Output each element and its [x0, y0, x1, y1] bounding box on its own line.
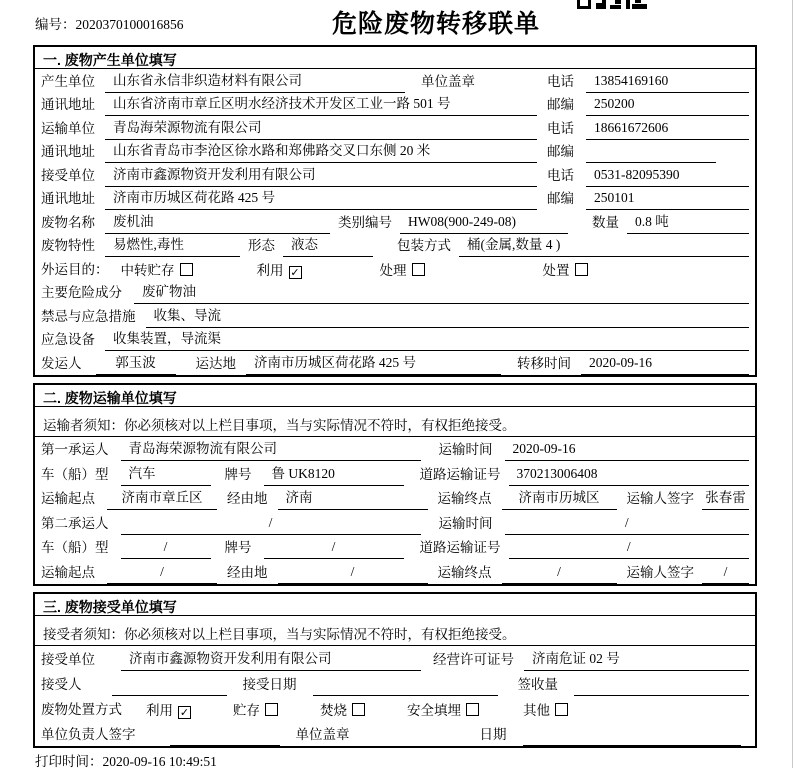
row-shipper	[35, 351, 755, 375]
carrier1-label: 第一承运人	[41, 442, 109, 457]
section-generator	[33, 45, 757, 377]
row-address-2	[35, 140, 755, 164]
date-value	[523, 742, 742, 746]
row-taboo-measures	[35, 304, 755, 328]
shipper-value: 郭玉波	[96, 351, 176, 375]
terminus-value: 济南市历城区	[502, 486, 617, 510]
row-route-1	[35, 486, 755, 511]
disposal-option-utilize	[146, 699, 191, 721]
disposal-method-label: 废物处置方式	[41, 701, 122, 717]
terminus-label: 运输终点	[437, 564, 492, 580]
left-segment	[41, 69, 547, 93]
responsible-sign-value	[170, 742, 280, 746]
postcode-value	[586, 159, 716, 163]
purpose-label: 外运目的：	[41, 261, 109, 277]
left-segment	[41, 116, 547, 140]
disposal-option-incinerate	[320, 699, 365, 721]
receiver-value	[112, 692, 227, 696]
transporter-sign-value: /	[702, 564, 749, 584]
print-time-line	[35, 750, 217, 770]
serial-label: 编号：	[35, 17, 76, 32]
receive-date-value	[313, 692, 498, 696]
main-hazard-value: 废矿物油	[134, 280, 749, 304]
checkbox-utilize: ✓	[179, 705, 190, 719]
origin-label: 运输起点	[41, 491, 95, 506]
receiver-label: 接受人	[41, 676, 82, 692]
disposal-option-label: 贮存	[233, 702, 260, 718]
origin-value: /	[107, 564, 217, 584]
postcode-value: 250101	[586, 190, 749, 210]
address-value: 山东省青岛市李沧区徐水路和郑佛路交叉口东侧 20 米	[105, 139, 537, 163]
row-address-1	[35, 93, 755, 117]
carrier2-value: /	[121, 515, 421, 535]
purpose-option-label: 处置	[542, 262, 570, 278]
quantity-label: 数量	[592, 214, 619, 230]
checkbox-treat	[412, 263, 425, 276]
destination-value: 济南市历城区荷花路 425 号	[246, 351, 501, 375]
phone-label: 电话	[547, 73, 574, 89]
phone-value: 13854169160	[586, 73, 749, 93]
left-segment	[41, 186, 547, 210]
checkbox-store	[265, 703, 278, 716]
print-time-label: 打印时间：	[35, 754, 103, 769]
license-value: 济南危证 02 号	[524, 647, 749, 671]
road-license-value: /	[509, 539, 750, 559]
row-vehicle-2	[35, 535, 755, 560]
purpose-option-label: 利用	[256, 262, 284, 278]
row-receiver-person	[35, 671, 755, 696]
row-receive-unit	[35, 646, 755, 671]
receiver-notice: 接受者须知：你必须核对以上栏目事项，当与实际情况不符时，有权拒绝接受。	[35, 616, 755, 646]
qr-code-fragment	[577, 0, 649, 9]
origin-value: 济南市章丘区	[107, 486, 217, 510]
row-address-3	[35, 187, 755, 211]
disposal-option-label: 安全填埋	[407, 702, 461, 718]
transporter-sign-label: 运输人签字	[626, 491, 694, 506]
waste-name-value: 废机油	[105, 210, 330, 234]
postcode-label: 邮编	[547, 144, 574, 159]
date-label: 日期	[479, 726, 507, 742]
address-label: 通讯地址	[41, 191, 95, 206]
vehicle-type-label: 车（船）型	[41, 540, 109, 555]
via-value: /	[278, 564, 428, 584]
address-value: 山东省济南市章丘区明水经济技术开发区工业一路 501 号	[105, 92, 537, 116]
checkbox-incinerate	[352, 703, 365, 716]
transfer-time-value: 2020-09-16	[581, 355, 749, 375]
destination-label: 运达地	[195, 355, 236, 371]
vehicle-type-value: 汽车	[121, 462, 211, 486]
produce-unit-label: 产生单位	[41, 73, 95, 89]
address-label: 通讯地址	[41, 144, 95, 159]
disposal-option-store	[233, 699, 278, 721]
row-produce-unit	[35, 69, 755, 93]
plate-label: 牌号	[224, 466, 252, 482]
row-vehicle-1	[35, 461, 755, 486]
packaging-label: 包装方式	[397, 238, 451, 253]
postcode-value: 250200	[586, 96, 749, 116]
checkbox-dispose	[575, 263, 588, 276]
checkbox-landfill	[466, 703, 479, 716]
vehicle-type-label: 车（船）型	[41, 466, 109, 482]
manifest-form	[33, 45, 757, 754]
form-state-value: 液态	[283, 233, 373, 257]
emergency-equipment-label: 应急设备	[41, 332, 95, 347]
receive-unit-label: 接受单位	[41, 167, 95, 183]
category-code-label: 类别编号	[338, 214, 392, 230]
signed-quantity-value	[574, 692, 749, 696]
checkbox-other	[555, 703, 568, 716]
purpose-option-treat	[380, 259, 425, 281]
receive-unit-label: 接受单位	[41, 651, 95, 667]
transporter-sign-label: 运输人签字	[626, 564, 694, 580]
transport-unit-label: 运输单位	[41, 120, 95, 136]
checkbox-storage	[180, 263, 193, 276]
carrier1-value: 青岛海荣源物流有限公司	[121, 437, 421, 461]
row-transport-unit	[35, 116, 755, 140]
waste-character-value: 易燃性,毒性	[105, 233, 240, 257]
section-transporter	[33, 383, 757, 586]
left-segment	[41, 92, 547, 116]
row-receive-unit	[35, 163, 755, 187]
address-value: 济南市历城区荷花路 425 号	[105, 186, 537, 210]
transport-unit-value: 青岛海荣源物流有限公司	[105, 116, 537, 140]
phone-value: 18661672606	[586, 120, 749, 140]
purpose-option-label: 处理	[379, 262, 407, 278]
row-disposal-method	[35, 696, 755, 721]
purpose-option-dispose	[543, 259, 588, 281]
carrier2-label: 第二承运人	[41, 515, 109, 531]
transport-time-value: 2020-09-16	[505, 441, 750, 461]
vehicle-type-value: /	[121, 539, 211, 559]
transport-time-label: 运输时间	[438, 442, 493, 457]
serial-value: 2020370100016856	[75, 17, 184, 32]
terminus-label: 运输终点	[437, 491, 492, 506]
form-state-label: 形态	[248, 238, 275, 253]
plate-value: 鲁 UK8120	[264, 462, 404, 486]
quantity-value: 0.8 吨	[627, 210, 749, 234]
section-receiver-heading: 三. 废物接受单位填写	[35, 594, 755, 616]
receive-unit-value: 济南市鑫源物资开发利用有限公司	[121, 647, 421, 671]
license-label: 经营许可证号	[433, 651, 514, 667]
transport-time-label: 运输时间	[438, 515, 493, 531]
postcode-label: 邮编	[547, 191, 574, 206]
road-license-label: 道路运输证号	[419, 540, 501, 555]
shipper-label: 发运人	[41, 355, 82, 371]
row-transfer-purpose	[35, 257, 755, 281]
transporter-sign-value: 张春雷	[702, 486, 749, 510]
terminus-value: /	[502, 564, 617, 584]
unit-seal-label: 单位盖章	[421, 73, 475, 89]
row-carrier-2	[35, 510, 755, 535]
responsible-sign-label: 单位负责人签字	[41, 726, 136, 742]
produce-unit-value: 山东省永信非织造材料有限公司	[105, 69, 405, 93]
taboo-measures-label: 禁忌与应急措施	[41, 308, 136, 324]
via-label: 经由地	[227, 491, 268, 506]
section-transporter-heading: 二. 废物运输单位填写	[35, 385, 755, 407]
plate-value: /	[264, 539, 404, 559]
phone-label: 电话	[547, 120, 574, 136]
plate-label: 牌号	[224, 540, 252, 555]
unit-seal-label: 单位盖章	[295, 726, 350, 742]
serial-number-line	[35, 13, 184, 33]
postcode-label: 邮编	[547, 97, 574, 112]
checkbox-utilize: ✓	[290, 265, 300, 279]
row-main-hazard	[35, 281, 755, 305]
section-receiver	[33, 592, 757, 748]
phone-label: 电话	[547, 167, 574, 183]
section-generator-heading: 一. 废物产生单位填写	[35, 47, 755, 69]
address-label: 通讯地址	[41, 97, 95, 112]
row-carrier-1	[35, 437, 755, 462]
emergency-equipment-value: 收集装置，导流渠	[105, 327, 749, 351]
waste-name-label: 废物名称	[41, 214, 95, 230]
disposal-option-landfill	[407, 699, 479, 721]
row-route-2	[35, 559, 755, 584]
receive-date-label: 接受日期	[242, 676, 297, 692]
transfer-time-label: 转移时间	[517, 355, 571, 371]
taboo-measures-value: 收集、导流	[146, 304, 750, 328]
disposal-option-label: 利用	[146, 702, 173, 718]
purpose-option-storage	[121, 259, 193, 281]
page-title: 危险废物转移联单	[332, 10, 541, 38]
row-waste-name	[35, 210, 755, 234]
phone-value: 0531-82095390	[586, 167, 749, 187]
packaging-value: 桶(金属,数量 4 )	[459, 233, 749, 257]
print-time-value: 2020-09-16 10:49:51	[102, 754, 217, 769]
row-responsible-sign	[35, 721, 755, 746]
page-edge-line	[792, 0, 793, 768]
transporter-notice: 运输者须知：你必须核对以上栏目事项，当与实际情况不符时，有权拒绝接受。	[35, 407, 755, 437]
category-code-value: HW08(900-249-08)	[400, 214, 568, 234]
via-value: 济南	[278, 486, 428, 510]
main-hazard-label: 主要危险成分	[41, 285, 122, 300]
via-label: 经由地	[227, 564, 268, 580]
waste-character-label: 废物特性	[41, 238, 95, 253]
purpose-option-utilize	[257, 259, 302, 281]
left-segment	[41, 139, 547, 163]
disposal-option-label: 焚烧	[320, 702, 347, 718]
purpose-option-label: 中转贮存	[120, 262, 175, 278]
disposal-option-other	[523, 699, 568, 721]
origin-label: 运输起点	[41, 564, 95, 580]
road-license-value: 370213006408	[509, 466, 750, 486]
row-waste-character	[35, 234, 755, 258]
road-license-label: 道路运输证号	[419, 466, 501, 482]
receive-unit-value: 济南市鑫源物资开发利用有限公司	[105, 163, 537, 187]
signed-quantity-label: 签收量	[517, 676, 558, 692]
page-header	[0, 0, 796, 45]
left-segment	[41, 163, 547, 187]
row-emergency-equipment	[35, 328, 755, 352]
disposal-option-label: 其他	[523, 702, 550, 718]
transport-time-value: /	[505, 515, 750, 535]
